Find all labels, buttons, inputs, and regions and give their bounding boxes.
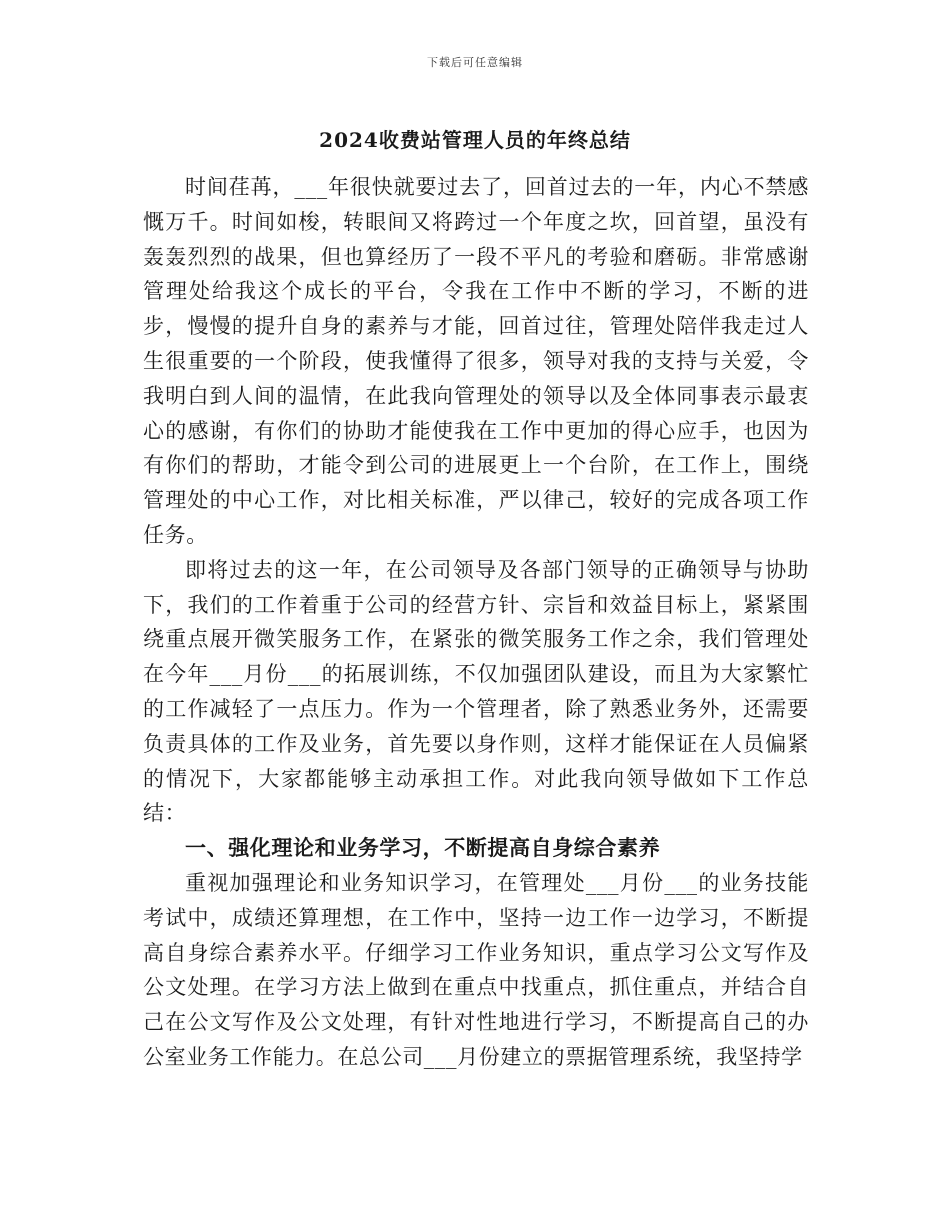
paragraph-study: 重视加强理论和业务知识学习，在管理处___月份___的业务技能考试中，成绩还算理想，在工作中，坚持一边工作一边学习，不断提高自身综合素养水平。仔细学习工作业务知识，重点学习公文写作及公文处理。在学习方法上做到在重点中找重点，抓住重点，并结合自己在公文写作及公文处理，有针对性地进行学习，不断提高自己的办公室业务工作能力。在总公司___月份建立的票据管理系统，我坚持学 (143, 870, 809, 1069)
document-title: 2024收费站管理人员的年终总结 (319, 128, 631, 152)
document-body (143, 170, 809, 1075)
header-note: 下载后可任意编辑 (427, 56, 523, 69)
paragraph-year-overview: 即将过去的这一年，在公司领导及各部门领导的正确领导与协助下，我们的工作着重于公司的经营方针、宗旨和效益目标上，紧紧围绕重点展开微笑服务工作，在紧张的微笑服务工作之余，我们管理处在今年___月份___的拓展训练，不仅加强团队建设，而且为大家繁忙的工作减轻了一点压力。作为一个管理者，除了熟悉业务外，还需要负责具体的工作及业务，首先要以身作则，这样才能保证在人员偏紧的情况下，大家都能够主动承担工作。对此我向领导做如下工作总结： (143, 557, 809, 826)
section-heading-1: 一、强化理论和业务学习，不断提高自身综合素养 (185, 835, 661, 861)
paragraph-intro: 时间荏苒，___年很快就要过去了，回首过去的一年，内心不禁感慨万千。时间如梭，转眼间又将跨过一个年度之坎，回首望，虽没有轰轰烈烈的战果，但也算经历了一段不平凡的考验和磨砺。非常感谢管理处给我这个成长的平台，令我在工作中不断的学习，不断的进步，慢慢的提升自身的素养与才能，回首过往，管理处陪伴我走过人生很重要的一个阶段，使我懂得了很多，领导对我的支持与关爱，令我明白到人间的温情，在此我向管理处的领导以及全体同事表示最衷心的感谢，有你们的协助才能使我在工作中更加的得心应手，也因为有你们的帮助，才能令到公司的进展更上一个台阶，在工作上，围绕管理处的中心工作，对比相关标准，严以律己，较好的完成各项工作任务。 (143, 175, 809, 547)
